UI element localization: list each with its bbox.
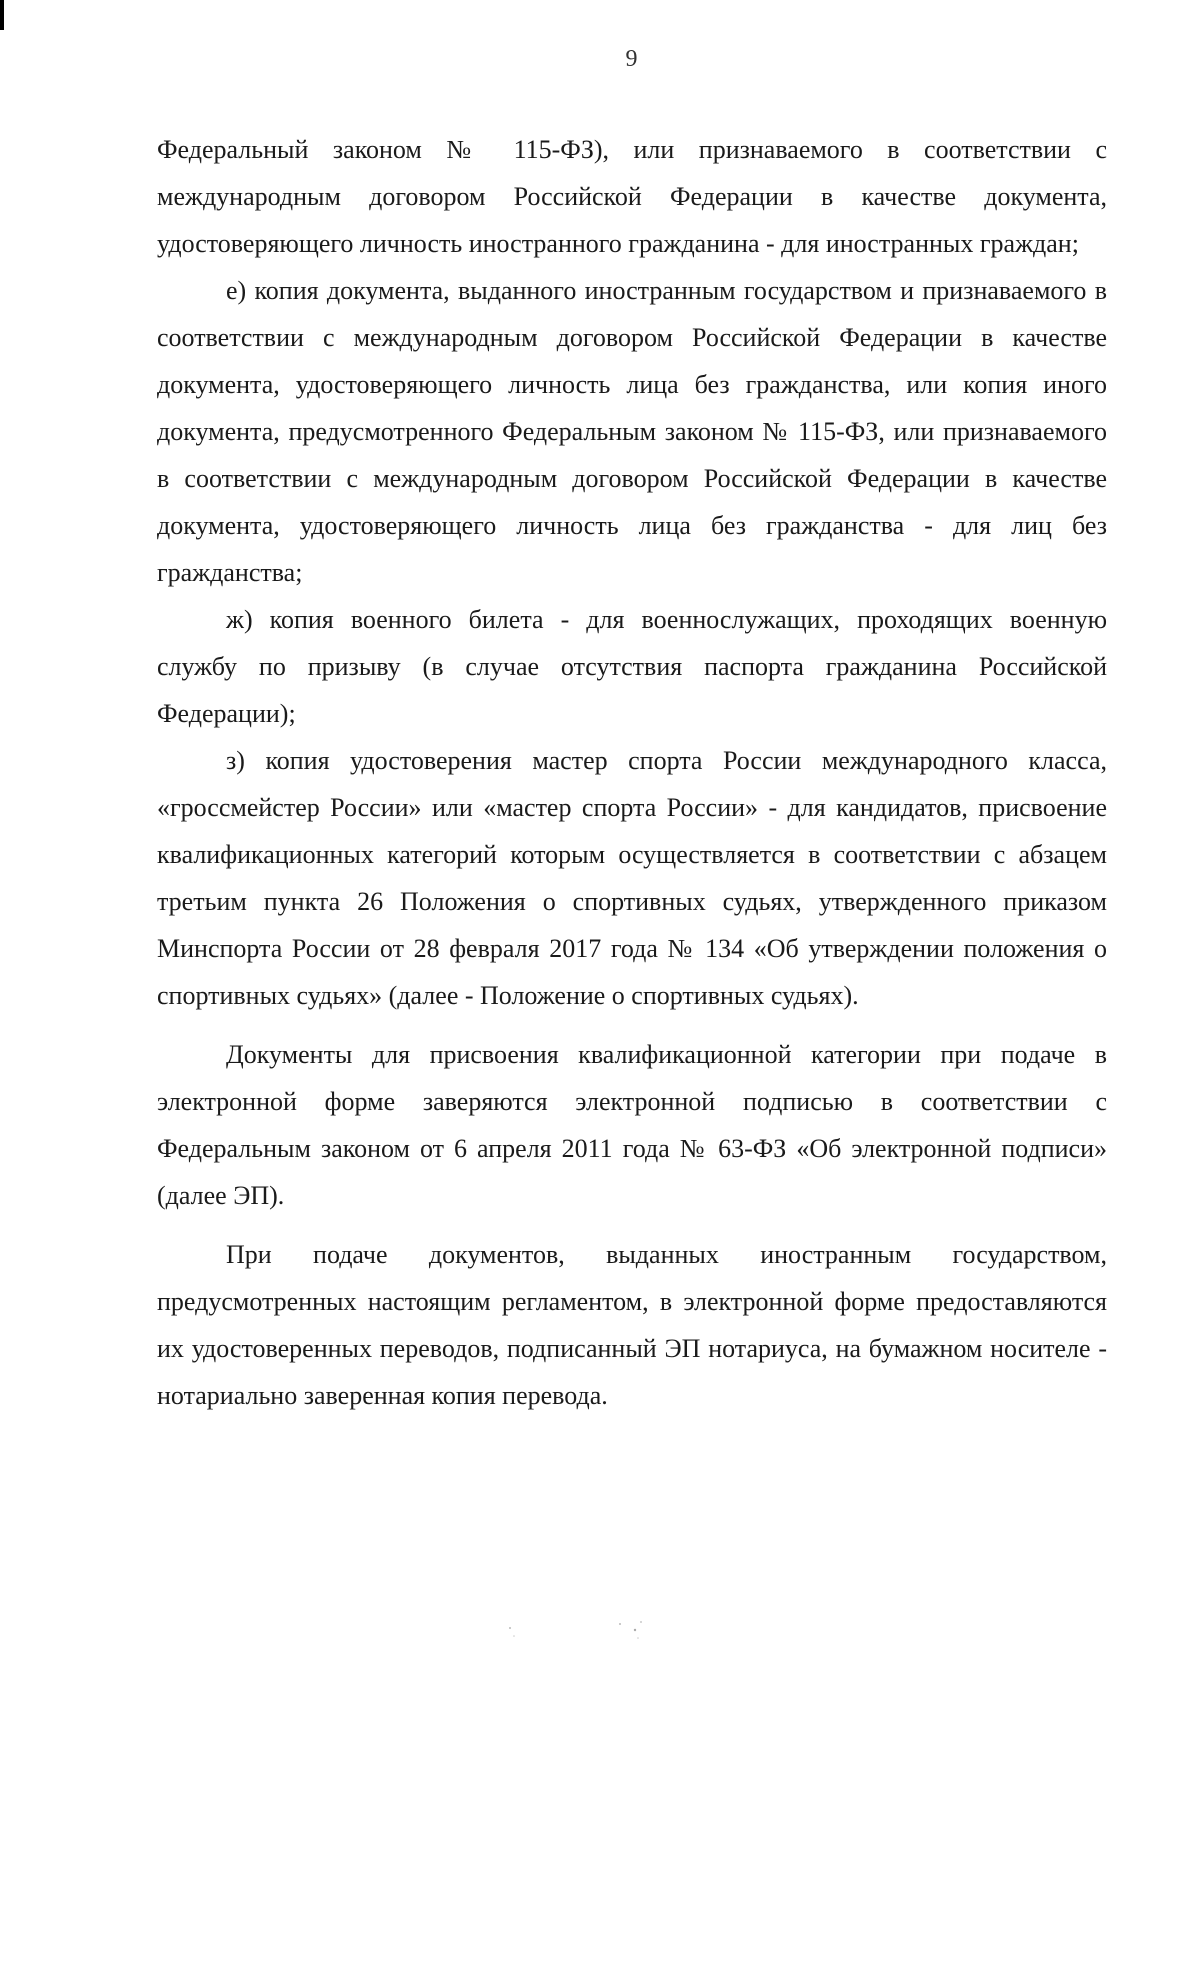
paragraph-foreign-documents: При подаче документов, выданных иностранным государством, предусмотренных настоящим регламентом, в электронной форме предоставляются их удостоверенных переводов, подписанный ЭП нотариуса, на бумажном носителе - нотариально заверенная копия перевода. — [157, 1240, 1107, 1410]
paragraph-electronic-signature: Документы для присвоения квалификационной категории при подаче в электронной форме заверяются электронной подписью в соответствии с Федеральным законом от 6 апреля 2011 года № 63-ФЗ «Об электронной подписи» (далее ЭП). — [157, 1040, 1107, 1210]
paragraph-continuation: Федеральный законом № 115-ФЗ), или признаваемого в соответствии с международным договором Российской Федерации в качестве документа, удостоверяющего личность иностранного гражданина - для иностранных граждан; — [157, 135, 1107, 258]
paragraph-item-zh: ж) копия военного билета - для военнослужащих, проходящих военную службу по призыву (в случае отсутствия паспорта гражданина Российской Федерации); — [157, 605, 1107, 728]
scan-noise-specks — [500, 1610, 700, 1650]
scan-edge-mark — [0, 0, 4, 30]
paragraph-item-e: е) копия документа, выданного иностранным государством и признаваемого в соответствии с международным договором Российской Федерации в качестве документа, удостоверяющего личность лица без гражданства, или копия иного документа, предусмотренного Федеральным законом № 115-ФЗ, или признаваемого в соответствии с международным договором Российской Федерации в качестве документа, удостоверяющего личность лица без гражданства - для лиц без гражданства; — [157, 276, 1107, 587]
paragraph-item-z: з) копия удостоверения мастер спорта России международного класса, «гроссмейстер России» или «мастер спорта России» - для кандидатов, присвоение квалификационных категорий которым осуществляется в соответствии с абзацем третьим пункта 26 Положения о спортивных судьях, утвержденного приказом Минспорта России от 28 февраля 2017 года № 134 «Об утверждении положения о спортивных судьях» (далее - Положение о спортивных судьях). — [157, 746, 1107, 1010]
document-body — [157, 126, 1107, 1419]
page-number: 9 — [625, 46, 638, 72]
